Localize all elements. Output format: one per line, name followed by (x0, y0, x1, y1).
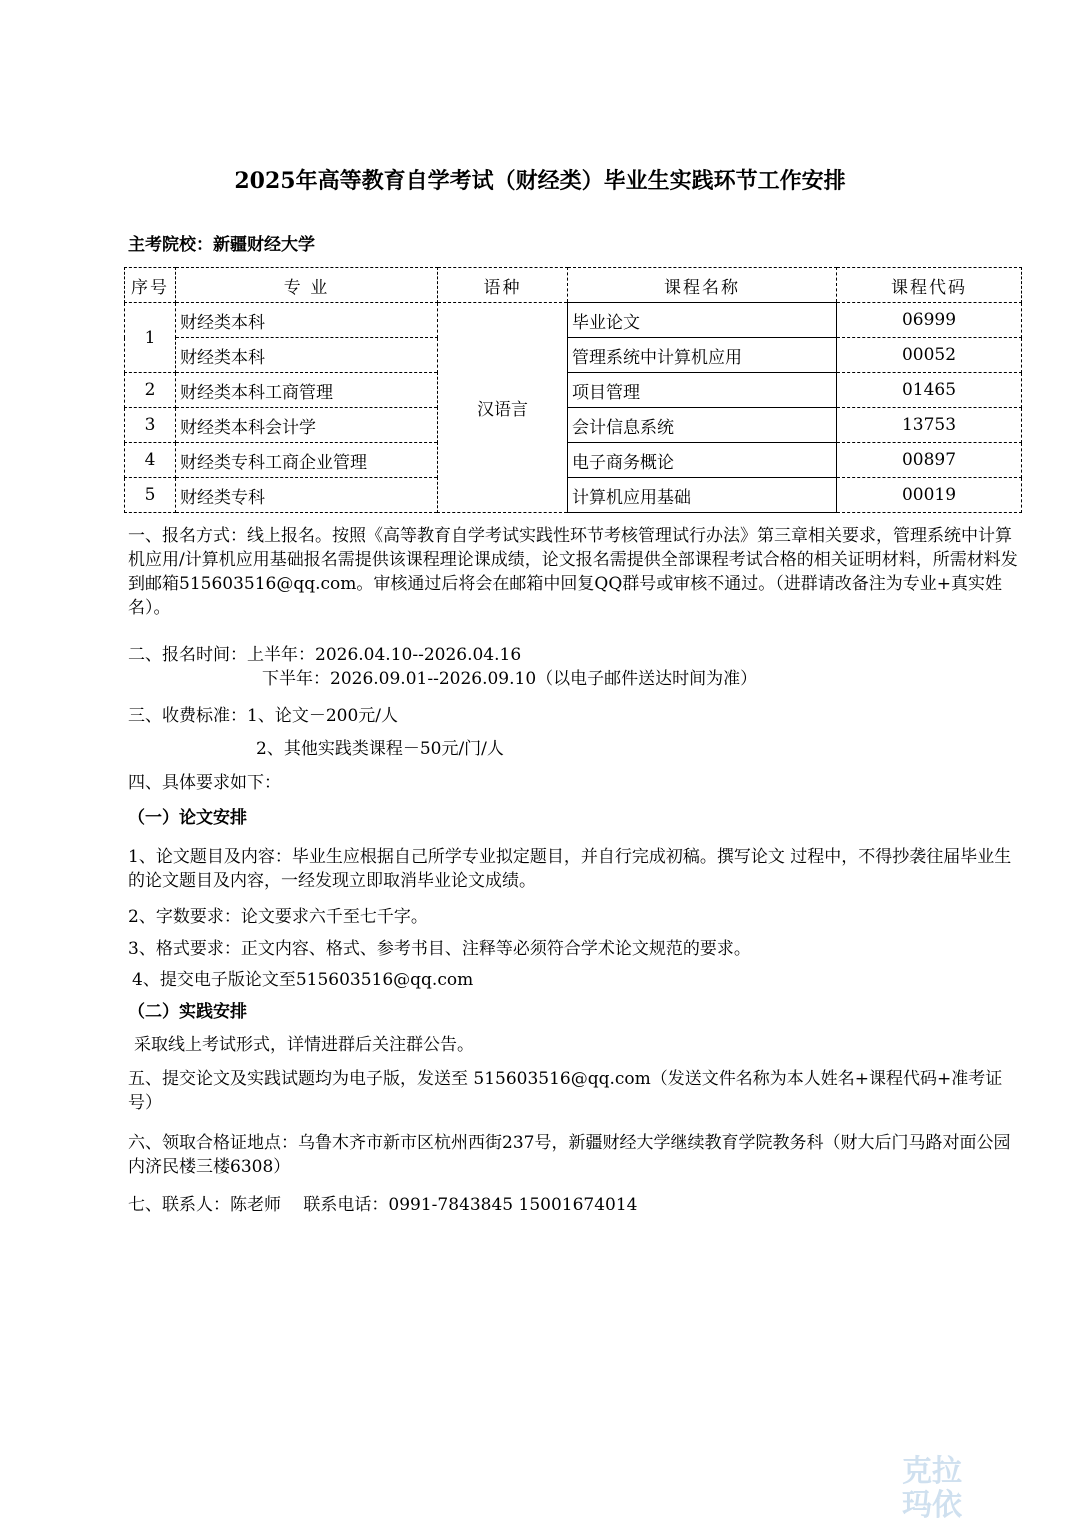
requirements-heading: 四、具体要求如下： (128, 773, 281, 793)
document-title: 2025年高等教育自学考试（财经类）毕业生实践环节工作安排 (234, 168, 846, 194)
row-major: 财经类专科工商企业管理 (176, 443, 438, 478)
row-code: 01465 (837, 373, 1022, 408)
row-code: 00019 (837, 478, 1022, 513)
row-course: 项目管理 (568, 373, 837, 408)
fee-thesis: 三、收费标准：1、论文－200元/人 (128, 706, 398, 726)
row-no: 5 (125, 478, 176, 513)
table-row (125, 373, 1022, 408)
practice-detail: 采取线上考试形式，详情进群后关注群公告。 (134, 1035, 474, 1055)
row-no: 1 (125, 303, 176, 373)
thesis-heading: （一）论文安排 (128, 808, 247, 828)
row-major: 财经类专科 (176, 478, 438, 513)
table-row (125, 303, 1022, 338)
registration-time-first: 二、报名时间：上半年：2026.04.10--2026.04.16 (128, 645, 522, 665)
practice-heading: （二）实践安排 (128, 1002, 247, 1022)
language-cell: 汉语言 (438, 303, 568, 513)
row-code: 00052 (837, 338, 1022, 373)
row-major: 财经类本科会计学 (176, 408, 438, 443)
exam-school: 主考院校：新疆财经大学 (128, 235, 315, 255)
row-major: 财经类本科 (176, 338, 438, 373)
contact-info: 七、联系人：陈老师 联系电话：0991-7843845 15001674014 (128, 1195, 638, 1215)
thesis-topic: 1、论文题目及内容：毕业生应根据自己所学专业拟定题目，并自行完成初稿。撰写论文 过程中，不得抄袭往届毕业生的论文题目及内容，一经发现立即取消毕业论文成绩。 (128, 847, 1012, 891)
row-course: 会计信息系统 (568, 408, 837, 443)
row-no: 2 (125, 373, 176, 408)
thesis-format: 3、格式要求：正文内容、格式、参考书目、注释等必须符合学术论文规范的要求。 (128, 939, 751, 959)
fee-other: 2、其他实践类课程－50元/门/人 (256, 739, 504, 759)
table-row (125, 338, 1022, 373)
registration-time-second: 下半年：2026.09.01--2026.09.10（以电子邮件送达时间为准） (262, 669, 758, 689)
header-no: 序号 (125, 268, 176, 303)
table-row (125, 478, 1022, 513)
row-major: 财经类本科 (176, 303, 438, 338)
registration-method: 一、报名方式：线上报名。按照《高等教育自学考试实践性环节考核管理试行办法》第三章相关要求，管理系统中计算机应用/计算机应用基础报名需提供该课程理论课成绩，论文报名需提供全部课程考试合格的相关证明材料，所需材料发到邮箱515603516@qq.com。审核通过后将会在邮箱中回复QQ群号或审核不通过。（进群请改备注为专业+真实姓名）。 (128, 526, 1018, 618)
certificate-location: 六、领取合格证地点：乌鲁木齐市新市区杭州西街237号，新疆财经大学继续教育学院教务科（财大后门马路对面公园内济民楼三楼6308） (128, 1133, 1011, 1177)
thesis-word-count: 2、字数要求：论文要求六千至七千字。 (128, 907, 428, 927)
submission-note: 五、提交论文及实践试题均为电子版，发送至 515603516@qq.com（发送文件名称为本人姓名+课程代码+准考证号） (128, 1069, 1003, 1113)
header-language: 语种 (438, 268, 568, 303)
row-no: 4 (125, 443, 176, 478)
watermark-logo: 克拉玛依 (902, 1454, 962, 1523)
row-major: 财经类本科工商管理 (176, 373, 438, 408)
row-course: 电子商务概论 (568, 443, 837, 478)
row-code: 00897 (837, 443, 1022, 478)
course-table (124, 267, 1022, 513)
header-course: 课程名称 (568, 268, 837, 303)
row-course: 管理系统中计算机应用 (568, 338, 837, 373)
table-row (125, 408, 1022, 443)
table-header-row (125, 268, 1022, 303)
row-course: 计算机应用基础 (568, 478, 837, 513)
row-no: 3 (125, 408, 176, 443)
row-code: 06999 (837, 303, 1022, 338)
row-course: 毕业论文 (568, 303, 837, 338)
thesis-submit: 4、提交电子版论文至515603516@qq.com (132, 970, 474, 990)
header-code: 课程代码 (837, 268, 1022, 303)
row-code: 13753 (837, 408, 1022, 443)
header-major: 专 业 (176, 268, 438, 303)
table-row (125, 443, 1022, 478)
